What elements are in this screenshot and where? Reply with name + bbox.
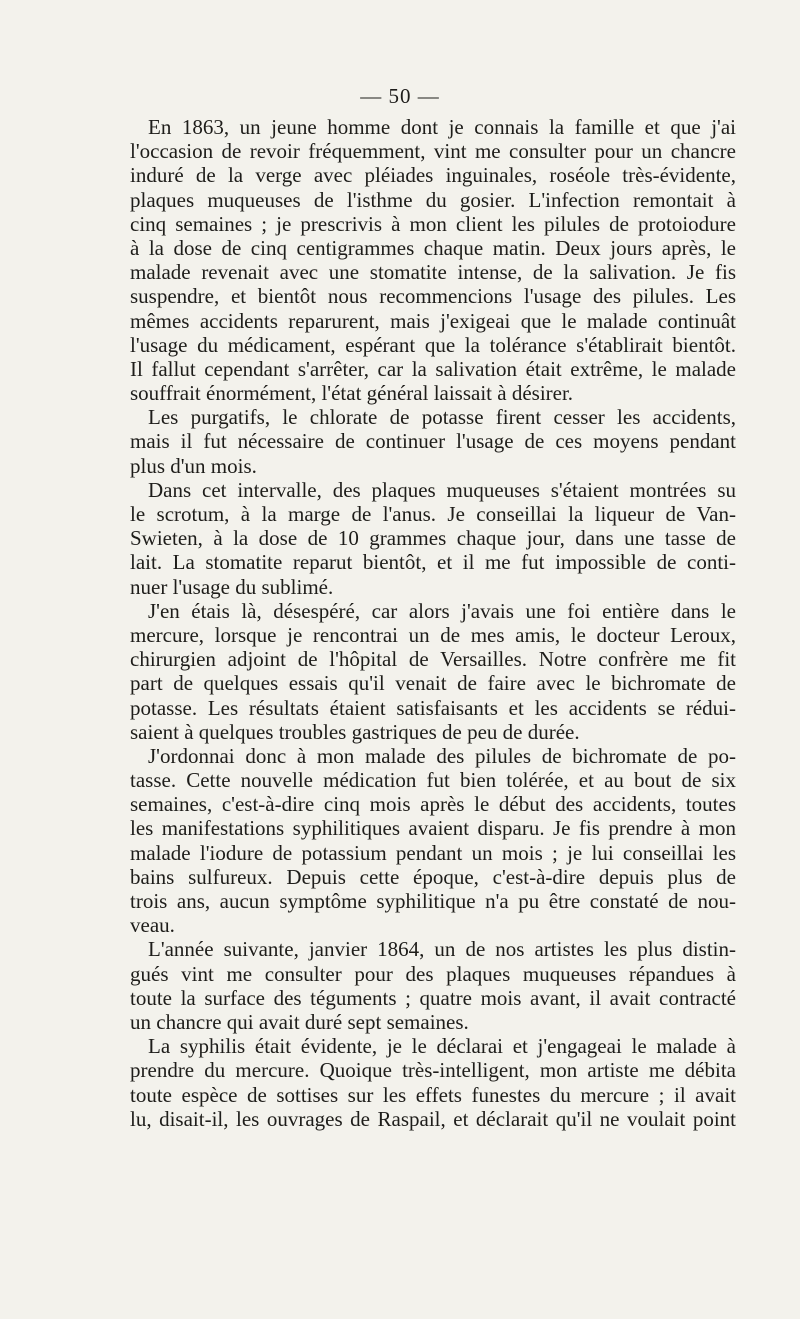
text-line: trois ans, aucun symptôme syphilitique n'a pu être constaté de nou-	[130, 889, 736, 913]
text-line: saient à quelques troubles gastriques de peu de durée.	[130, 719, 580, 744]
text-line: malade l'iodure de potassium pendant un mois ; je lui conseillai les	[130, 840, 736, 865]
text-line: toute espèce de sottises sur les effets funestes du mercure ; il avait	[130, 1082, 736, 1107]
text-line: prendre du mercure. Quoique très-intelligent, mon artiste me débita	[130, 1058, 736, 1083]
text-line: suspendre, et bientôt nous recommencions l'usage des pilules. Les	[130, 284, 736, 309]
text-line: à la dose de cinq centigrammes chaque matin. Deux jours après, le	[130, 235, 736, 260]
text-line: nuer l'usage du sublimé.	[130, 574, 334, 599]
text-line: L'année suivante, janvier 1864, un de nos artistes les plus distin-	[148, 937, 736, 962]
paragraph	[130, 115, 736, 405]
paragraph	[130, 405, 736, 478]
paragraph	[130, 744, 736, 938]
text-line: part de quelques essais qu'il venait de faire avec le bichromate de	[130, 671, 736, 696]
text-line: potasse. Les résultats étaient satisfaisants et les accidents se rédui-	[130, 695, 736, 720]
text-line: tasse. Cette nouvelle médication fut bien tolérée, et au bout de six	[130, 768, 736, 793]
text-line: un chancre qui avait duré sept semaines.	[130, 1009, 469, 1034]
text-line: plaques muqueuses de l'isthme du gosier. L'infection remontait à	[130, 187, 736, 212]
text-line: l'usage du médicament, espérant que la tolérance s'établirait bientôt.	[130, 332, 736, 357]
paragraph	[130, 937, 736, 1034]
text-line: semaines, c'est-à-dire cinq mois après le début des accidents, toutes	[130, 792, 736, 817]
text-line: En 1863, un jeune homme dont je connais la famille et que j'ai	[148, 115, 736, 139]
text-line: lait. La stomatite reparut bientôt, et il me fut impossible de conti-	[130, 550, 736, 575]
text-line: chirurgien adjoint de l'hôpital de Versailles. Notre confrère me fit	[130, 647, 736, 672]
text-line: veau.	[130, 913, 175, 938]
text-line: plus d'un mois.	[130, 453, 257, 478]
text-line: bains sulfureux. Depuis cette époque, c'est-à-dire depuis plus de	[130, 864, 736, 889]
text-line: induré de la verge avec pléiades inguinales, roséole très-évidente,	[130, 163, 736, 188]
text-line: Il fallut cependant s'arrêter, car la salivation était extrême, le malade	[130, 356, 736, 381]
text-line: les manifestations syphilitiques avaient disparu. Je fis prendre à mon	[130, 816, 736, 841]
text-line: Swieten, à la dose de 10 grammes chaque jour, dans une tasse de	[130, 526, 736, 551]
paragraph	[130, 599, 736, 744]
text-line: La syphilis était évidente, je le déclarai et j'engageai le malade à	[148, 1034, 736, 1059]
text-line: mêmes accidents reparurent, mais j'exigeai que le malade continuât	[130, 308, 736, 333]
text-line: J'en étais là, désespéré, car alors j'avais une foi entière dans le	[148, 598, 736, 623]
body-text	[130, 115, 736, 1131]
text-line: l'occasion de revoir fréquemment, vint me consulter pour un chancre	[130, 139, 736, 164]
paragraph	[130, 478, 736, 599]
text-line: lu, disait-il, les ouvrages de Raspail, et déclarait qu'il ne voulait point	[130, 1106, 736, 1131]
text-line: gués vint me consulter pour des plaques muqueuses répandues à	[130, 961, 736, 986]
text-line: souffrait énormément, l'état général laissait à désirer.	[130, 381, 574, 406]
text-line: J'ordonnai donc à mon malade des pilules de bichromate de po-	[148, 743, 736, 768]
text-line: toute la surface des téguments ; quatre mois avant, il avait contracté	[130, 985, 736, 1010]
paragraph	[130, 1034, 736, 1131]
text-line: Les purgatifs, le chlorate de potasse firent cesser les accidents,	[148, 405, 736, 430]
text-line: mercure, lorsque je rencontrai un de mes amis, le docteur Leroux,	[130, 622, 736, 647]
text-line: le scrotum, à la marge de l'anus. Je conseillai la liqueur de Van-	[130, 502, 736, 526]
page-number: — 50 —	[360, 84, 440, 108]
text-line: cinq semaines ; je prescrivis à mon client les pilules de protoiodure	[130, 211, 736, 236]
text-line: malade revenait avec une stomatite intense, de la salivation. Je fis	[130, 260, 736, 285]
text-line: mais il fut nécessaire de continuer l'usage de ces moyens pendant	[130, 429, 736, 454]
text-line: Dans cet intervalle, des plaques muqueuses s'étaient montrées su	[148, 477, 736, 502]
